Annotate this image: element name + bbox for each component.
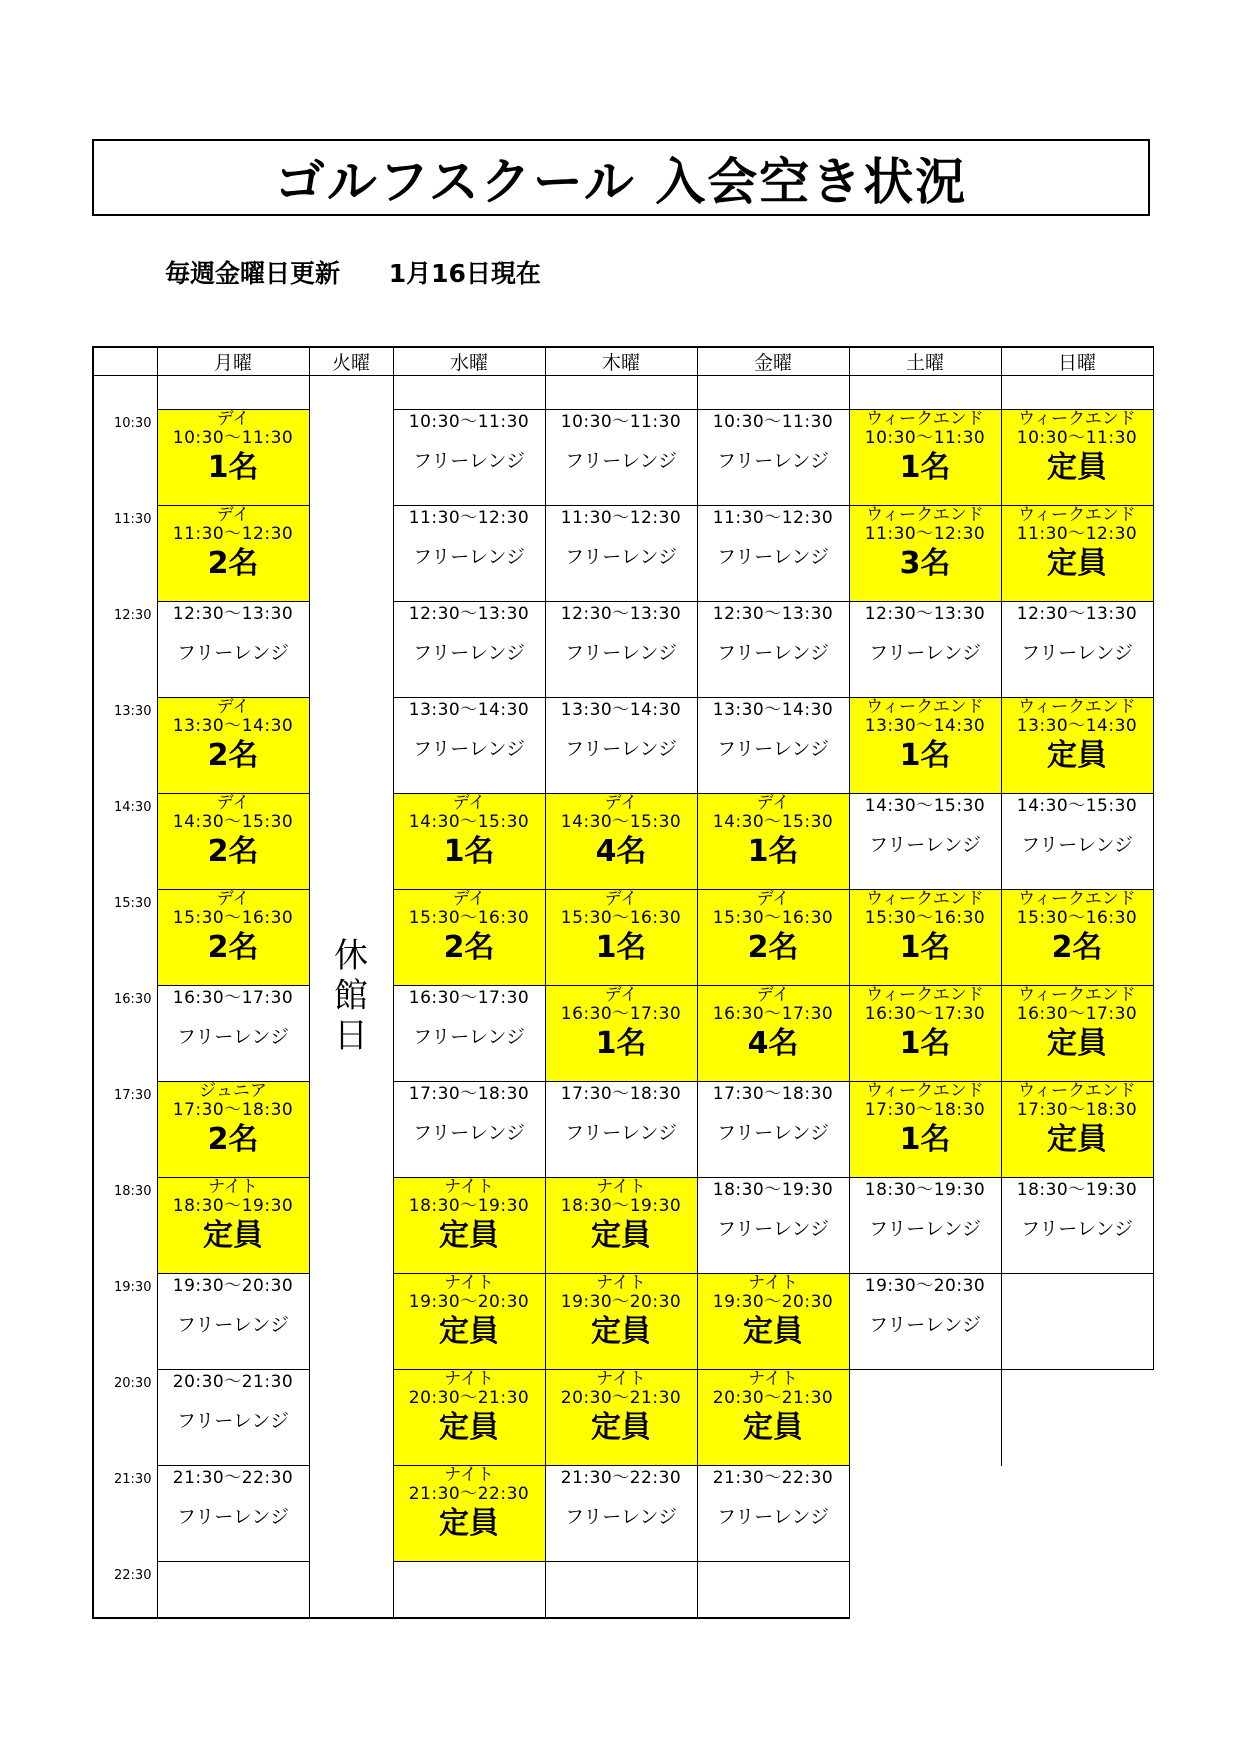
- closed-day-cell: [309, 376, 393, 1618]
- free-range-slot-fri: [697, 1082, 849, 1178]
- class-name: デイ: [756, 985, 790, 1005]
- availability-count: 2名: [443, 930, 495, 965]
- class-slot-thu: [545, 1274, 697, 1370]
- class-name: デイ: [216, 409, 250, 429]
- free-range-label: フリーレンジ: [1021, 1218, 1133, 1240]
- free-range-slot-wed: [393, 1082, 545, 1178]
- slot-time: 16:30〜17:30: [1016, 1004, 1138, 1024]
- slot-time: 16:30〜17:30: [712, 1004, 834, 1024]
- availability-count: 2名: [207, 1122, 259, 1157]
- free-range-slot-mon: [157, 986, 309, 1082]
- page-title: ゴルフスクール 入会空き状況: [274, 152, 968, 211]
- class-slot-sat: [849, 410, 1001, 506]
- class-slot-thu: [545, 794, 697, 890]
- availability-count: 4名: [595, 834, 647, 869]
- class-name: ウィークエンド: [1018, 1081, 1136, 1101]
- header-day-tue: 火曜: [309, 347, 393, 376]
- class-slot-fri: [697, 1370, 849, 1466]
- free-range-label: フリーレンジ: [565, 1506, 677, 1528]
- availability-count: 定員: [591, 1218, 651, 1253]
- time-label-blank: [93, 376, 157, 410]
- class-name: ナイト: [444, 1369, 494, 1389]
- time-label: 11:30: [93, 506, 157, 602]
- class-slot-mon: [157, 698, 309, 794]
- availability-count: 定員: [439, 1506, 499, 1541]
- free-range-slot-wed: [393, 410, 545, 506]
- slot-time: 10:30〜11:30: [1016, 428, 1138, 448]
- slot-time: 10:30〜11:30: [172, 428, 294, 448]
- availability-count: 2名: [207, 546, 259, 581]
- slot-time: 12:30〜13:30: [408, 604, 530, 624]
- slot-time: 13:30〜14:30: [712, 700, 834, 720]
- free-range-label: フリーレンジ: [177, 1314, 289, 1336]
- class-name: ウィークエンド: [866, 889, 984, 909]
- slot-time: 17:30〜18:30: [864, 1100, 986, 1120]
- free-range-slot-fri: [697, 698, 849, 794]
- slot-time: 17:30〜18:30: [712, 1084, 834, 1104]
- free-range-slot-sat: [849, 1274, 1001, 1370]
- slot-time: 17:30〜18:30: [560, 1084, 682, 1104]
- free-range-slot-mon: [157, 1370, 309, 1466]
- slot-time: 20:30〜21:30: [560, 1388, 682, 1408]
- availability-count: 2名: [1051, 930, 1103, 965]
- header-corner: [93, 347, 157, 376]
- free-range-slot-fri: [697, 1178, 849, 1274]
- free-range-label: フリーレンジ: [869, 834, 981, 856]
- free-range-label: フリーレンジ: [565, 642, 677, 664]
- empty-cell-mon: [157, 1562, 309, 1618]
- availability-count: 1名: [899, 450, 951, 485]
- availability-count: 定員: [439, 1218, 499, 1253]
- class-slot-sat: [849, 890, 1001, 986]
- closed-day-label: 休館日: [334, 936, 368, 1057]
- free-range-slot-fri: [697, 410, 849, 506]
- slot-time: 18:30〜19:30: [408, 1196, 530, 1216]
- update-info: [165, 254, 541, 290]
- free-range-label: フリーレンジ: [717, 546, 829, 568]
- class-slot-sun: [1001, 890, 1153, 986]
- slot-time: 18:30〜19:30: [712, 1180, 834, 1200]
- class-name: デイ: [216, 697, 250, 717]
- class-slot-sat: [849, 1082, 1001, 1178]
- free-range-label: フリーレンジ: [717, 1122, 829, 1144]
- class-slot-wed: [393, 794, 545, 890]
- free-range-slot-thu: [545, 410, 697, 506]
- free-range-slot-sun: [1001, 602, 1153, 698]
- availability-count: 1名: [899, 1122, 951, 1157]
- free-range-label: フリーレンジ: [413, 546, 525, 568]
- slot-time: 16:30〜17:30: [408, 988, 530, 1008]
- time-slot-row: [93, 1178, 1153, 1274]
- slot-time: 21:30〜22:30: [560, 1468, 682, 1488]
- slot-time: 11:30〜12:30: [408, 508, 530, 528]
- availability-count: 定員: [1047, 1122, 1107, 1157]
- slot-time: 11:30〜12:30: [560, 508, 682, 528]
- slot-time: 15:30〜16:30: [172, 908, 294, 928]
- header-day-wed: 水曜: [393, 347, 545, 376]
- header-row: [93, 347, 1153, 376]
- availability-count: 定員: [743, 1410, 803, 1445]
- empty-cell-sun: [1001, 1562, 1153, 1618]
- availability-count: 1名: [747, 834, 799, 869]
- empty-cell-wed: [393, 376, 545, 410]
- as-of-date: 1月16日現在: [388, 259, 541, 288]
- availability-count: 2名: [207, 930, 259, 965]
- free-range-label: フリーレンジ: [565, 1122, 677, 1144]
- free-range-label: フリーレンジ: [177, 642, 289, 664]
- time-slot-row: [93, 1274, 1153, 1370]
- class-slot-mon: [157, 890, 309, 986]
- time-slot-row: [93, 602, 1153, 698]
- free-range-slot-thu: [545, 1082, 697, 1178]
- slot-time: 18:30〜19:30: [1016, 1180, 1138, 1200]
- class-name: ウィークエンド: [866, 697, 984, 717]
- class-name: ナイト: [208, 1177, 258, 1197]
- class-slot-thu: [545, 1370, 697, 1466]
- free-range-label: フリーレンジ: [413, 642, 525, 664]
- slot-time: 19:30〜20:30: [408, 1292, 530, 1312]
- time-label: 20:30: [93, 1370, 157, 1466]
- slot-time: 19:30〜20:30: [560, 1292, 682, 1312]
- slot-time: 11:30〜12:30: [1016, 524, 1138, 544]
- availability-count: 定員: [1047, 738, 1107, 773]
- no-class-area: [849, 1466, 1001, 1562]
- slot-time: 13:30〜14:30: [864, 716, 986, 736]
- time-slot-row: [93, 410, 1153, 506]
- free-range-slot-sun: [1001, 1178, 1153, 1274]
- time-label: 17:30: [93, 1082, 157, 1178]
- free-range-label: フリーレンジ: [717, 1218, 829, 1240]
- free-range-slot-wed: [393, 506, 545, 602]
- free-range-slot-wed: [393, 602, 545, 698]
- slot-time: 17:30〜18:30: [172, 1100, 294, 1120]
- empty-cell-wed: [393, 1562, 545, 1618]
- slot-time: 10:30〜11:30: [712, 412, 834, 432]
- class-name: ウィークエンド: [866, 1081, 984, 1101]
- class-name: デイ: [756, 793, 790, 813]
- slot-time: 11:30〜12:30: [864, 524, 986, 544]
- class-name: ウィークエンド: [1018, 697, 1136, 717]
- class-slot-mon: [157, 1082, 309, 1178]
- class-name: ウィークエンド: [1018, 889, 1136, 909]
- empty-cell-fri: [697, 376, 849, 410]
- free-range-label: フリーレンジ: [413, 450, 525, 472]
- class-slot-sat: [849, 698, 1001, 794]
- class-name: ナイト: [596, 1177, 646, 1197]
- slot-time: 12:30〜13:30: [1016, 604, 1138, 624]
- slot-time: 12:30〜13:30: [712, 604, 834, 624]
- time-label: 21:30: [93, 1466, 157, 1562]
- time-label: 19:30: [93, 1274, 157, 1370]
- free-range-slot-mon: [157, 1466, 309, 1562]
- free-range-label: フリーレンジ: [413, 1026, 525, 1048]
- free-range-label: フリーレンジ: [869, 642, 981, 664]
- free-range-label: フリーレンジ: [717, 450, 829, 472]
- class-slot-wed: [393, 1370, 545, 1466]
- availability-count: 2名: [747, 930, 799, 965]
- slot-time: 14:30〜15:30: [1016, 796, 1138, 816]
- slot-time: 15:30〜16:30: [560, 908, 682, 928]
- slot-time: 19:30〜20:30: [172, 1276, 294, 1296]
- time-slot-row: [93, 890, 1153, 986]
- slot-time: 14:30〜15:30: [864, 796, 986, 816]
- class-slot-fri: [697, 1274, 849, 1370]
- class-slot-sun: [1001, 698, 1153, 794]
- free-range-slot-sat: [849, 794, 1001, 890]
- class-name: ナイト: [444, 1177, 494, 1197]
- availability-count: 1名: [899, 738, 951, 773]
- availability-count: 2名: [207, 834, 259, 869]
- spacer-row: [93, 376, 1153, 410]
- class-name: ナイト: [444, 1465, 494, 1485]
- class-name: ナイト: [444, 1273, 494, 1293]
- free-range-slot-thu: [545, 1466, 697, 1562]
- header-day-fri: 金曜: [697, 347, 849, 376]
- empty-cell-sat: [849, 376, 1001, 410]
- slot-time: 13:30〜14:30: [408, 700, 530, 720]
- slot-time: 19:30〜20:30: [864, 1276, 986, 1296]
- class-name: デイ: [452, 889, 486, 909]
- time-label: 12:30: [93, 602, 157, 698]
- slot-time: 18:30〜19:30: [864, 1180, 986, 1200]
- header-day-thu: 木曜: [545, 347, 697, 376]
- class-name: デイ: [216, 889, 250, 909]
- free-range-slot-fri: [697, 506, 849, 602]
- slot-time: 20:30〜21:30: [712, 1388, 834, 1408]
- slot-time: 21:30〜22:30: [172, 1468, 294, 1488]
- slot-time: 14:30〜15:30: [172, 812, 294, 832]
- time-slot-row: [93, 506, 1153, 602]
- availability-count: 1名: [899, 1026, 951, 1061]
- free-range-label: フリーレンジ: [565, 546, 677, 568]
- slot-time: 13:30〜14:30: [1016, 716, 1138, 736]
- free-range-label: フリーレンジ: [565, 450, 677, 472]
- class-name: デイ: [756, 889, 790, 909]
- slot-time: 21:30〜22:30: [712, 1468, 834, 1488]
- availability-count: 3名: [899, 546, 951, 581]
- class-name: デイ: [604, 985, 638, 1005]
- class-slot-mon: [157, 410, 309, 506]
- class-name: ナイト: [596, 1273, 646, 1293]
- slot-time: 20:30〜21:30: [172, 1372, 294, 1392]
- time-label: 22:30: [93, 1562, 157, 1618]
- slot-time: 20:30〜21:30: [408, 1388, 530, 1408]
- free-range-slot-wed: [393, 698, 545, 794]
- free-range-slot-thu: [545, 698, 697, 794]
- free-range-slot-thu: [545, 506, 697, 602]
- availability-count: 定員: [203, 1218, 263, 1253]
- slot-time: 18:30〜19:30: [172, 1196, 294, 1216]
- slot-time: 13:30〜14:30: [560, 700, 682, 720]
- free-range-label: フリーレンジ: [413, 1122, 525, 1144]
- no-class-area: [1001, 1466, 1153, 1562]
- class-slot-mon: [157, 506, 309, 602]
- no-class-area: [849, 1370, 1001, 1466]
- empty-cell-thu: [545, 376, 697, 410]
- class-name: デイ: [604, 889, 638, 909]
- class-slot-wed: [393, 1274, 545, 1370]
- class-slot-fri: [697, 890, 849, 986]
- availability-count: 定員: [439, 1410, 499, 1445]
- slot-time: 17:30〜18:30: [408, 1084, 530, 1104]
- no-class-area: [1001, 1370, 1153, 1466]
- class-name: ウィークエンド: [866, 505, 984, 525]
- empty-cell-thu: [545, 1562, 697, 1618]
- class-name: デイ: [216, 793, 250, 813]
- slot-time: 11:30〜12:30: [172, 524, 294, 544]
- slot-time: 17:30〜18:30: [1016, 1100, 1138, 1120]
- availability-count: 1名: [207, 450, 259, 485]
- free-range-slot-fri: [697, 1466, 849, 1562]
- free-range-label: フリーレンジ: [177, 1026, 289, 1048]
- availability-count: 定員: [439, 1314, 499, 1349]
- class-slot-fri: [697, 986, 849, 1082]
- free-range-label: フリーレンジ: [565, 738, 677, 760]
- availability-count: 1名: [595, 1026, 647, 1061]
- class-slot-wed: [393, 1466, 545, 1562]
- free-range-slot-sat: [849, 602, 1001, 698]
- class-name: ウィークエンド: [866, 985, 984, 1005]
- availability-count: 1名: [899, 930, 951, 965]
- no-class-area: [1001, 1274, 1153, 1370]
- class-slot-fri: [697, 794, 849, 890]
- slot-time: 15:30〜16:30: [408, 908, 530, 928]
- free-range-label: フリーレンジ: [413, 738, 525, 760]
- header-day-sat: 土曜: [849, 347, 1001, 376]
- header-day-sun: 日曜: [1001, 347, 1153, 376]
- availability-count: 1名: [443, 834, 495, 869]
- class-name: ウィークエンド: [866, 409, 984, 429]
- time-slot-row: [93, 986, 1153, 1082]
- class-slot-wed: [393, 890, 545, 986]
- free-range-label: フリーレンジ: [717, 738, 829, 760]
- free-range-label: フリーレンジ: [177, 1506, 289, 1528]
- class-name: ウィークエンド: [1018, 409, 1136, 429]
- availability-count: 2名: [207, 738, 259, 773]
- class-slot-wed: [393, 1178, 545, 1274]
- slot-time: 16:30〜17:30: [172, 988, 294, 1008]
- time-label: 14:30: [93, 794, 157, 890]
- class-name: デイ: [452, 793, 486, 813]
- slot-time: 15:30〜16:30: [864, 908, 986, 928]
- class-name: ウィークエンド: [1018, 505, 1136, 525]
- availability-count: 定員: [1047, 546, 1107, 581]
- slot-time: 19:30〜20:30: [712, 1292, 834, 1312]
- availability-count: 定員: [1047, 1026, 1107, 1061]
- empty-cell-sun: [1001, 376, 1153, 410]
- availability-count: 定員: [591, 1314, 651, 1349]
- slot-time: 10:30〜11:30: [560, 412, 682, 432]
- free-range-label: フリーレンジ: [869, 1314, 981, 1336]
- class-slot-sun: [1001, 1082, 1153, 1178]
- free-range-slot-wed: [393, 986, 545, 1082]
- time-slot-row: [93, 794, 1153, 890]
- title-box: [92, 139, 1150, 216]
- slot-time: 15:30〜16:30: [1016, 908, 1138, 928]
- empty-cell-sat: [849, 1562, 1001, 1618]
- empty-cell-fri: [697, 1562, 849, 1618]
- time-slot-row: [93, 698, 1153, 794]
- time-label: 16:30: [93, 986, 157, 1082]
- time-label: 10:30: [93, 410, 157, 506]
- class-name: ウィークエンド: [1018, 985, 1136, 1005]
- class-name: ナイト: [596, 1369, 646, 1389]
- time-label: 18:30: [93, 1178, 157, 1274]
- class-name: デイ: [604, 793, 638, 813]
- availability-count: 定員: [1047, 450, 1107, 485]
- class-name: ナイト: [748, 1369, 798, 1389]
- slot-time: 11:30〜12:30: [712, 508, 834, 528]
- update-note: 毎週金曜日更新: [165, 259, 341, 288]
- slot-time: 14:30〜15:30: [712, 812, 834, 832]
- free-range-slot-sun: [1001, 794, 1153, 890]
- time-label: 13:30: [93, 698, 157, 794]
- slot-time: 15:30〜16:30: [712, 908, 834, 928]
- slot-time: 14:30〜15:30: [560, 812, 682, 832]
- header-day-mon: 月曜: [157, 347, 309, 376]
- time-slot-row: [93, 1082, 1153, 1178]
- availability-count: 4名: [747, 1026, 799, 1061]
- class-slot-mon: [157, 794, 309, 890]
- slot-time: 16:30〜17:30: [560, 1004, 682, 1024]
- free-range-slot-mon: [157, 602, 309, 698]
- free-range-slot-fri: [697, 602, 849, 698]
- class-slot-sat: [849, 506, 1001, 602]
- class-name: ナイト: [748, 1273, 798, 1293]
- empty-cell-mon: [157, 376, 309, 410]
- slot-time: 12:30〜13:30: [864, 604, 986, 624]
- availability-count: 1名: [595, 930, 647, 965]
- slot-time: 21:30〜22:30: [408, 1484, 530, 1504]
- schedule-table: [92, 346, 1154, 1619]
- availability-count: 定員: [743, 1314, 803, 1349]
- free-range-label: フリーレンジ: [869, 1218, 981, 1240]
- class-slot-sat: [849, 986, 1001, 1082]
- slot-time: 13:30〜14:30: [172, 716, 294, 736]
- class-slot-sun: [1001, 506, 1153, 602]
- class-slot-sun: [1001, 986, 1153, 1082]
- availability-count: 定員: [591, 1410, 651, 1445]
- class-name: ジュニア: [199, 1081, 267, 1101]
- free-range-label: フリーレンジ: [177, 1410, 289, 1432]
- slot-time: 12:30〜13:30: [172, 604, 294, 624]
- class-slot-sun: [1001, 410, 1153, 506]
- slot-time: 14:30〜15:30: [408, 812, 530, 832]
- class-slot-thu: [545, 1178, 697, 1274]
- free-range-slot-thu: [545, 602, 697, 698]
- slot-time: 16:30〜17:30: [864, 1004, 986, 1024]
- slot-time: 12:30〜13:30: [560, 604, 682, 624]
- free-range-label: フリーレンジ: [1021, 642, 1133, 664]
- free-range-slot-sat: [849, 1178, 1001, 1274]
- class-slot-thu: [545, 890, 697, 986]
- free-range-label: フリーレンジ: [717, 1506, 829, 1528]
- free-range-label: フリーレンジ: [1021, 834, 1133, 856]
- time-slot-row: [93, 1370, 1153, 1466]
- time-slot-row: [93, 1466, 1153, 1562]
- time-label: 15:30: [93, 890, 157, 986]
- slot-time: 10:30〜11:30: [408, 412, 530, 432]
- slot-time: 18:30〜19:30: [560, 1196, 682, 1216]
- free-range-label: フリーレンジ: [717, 642, 829, 664]
- free-range-slot-mon: [157, 1274, 309, 1370]
- class-name: デイ: [216, 505, 250, 525]
- class-slot-mon: [157, 1178, 309, 1274]
- closing-row: [93, 1562, 1153, 1618]
- class-slot-thu: [545, 986, 697, 1082]
- slot-time: 10:30〜11:30: [864, 428, 986, 448]
